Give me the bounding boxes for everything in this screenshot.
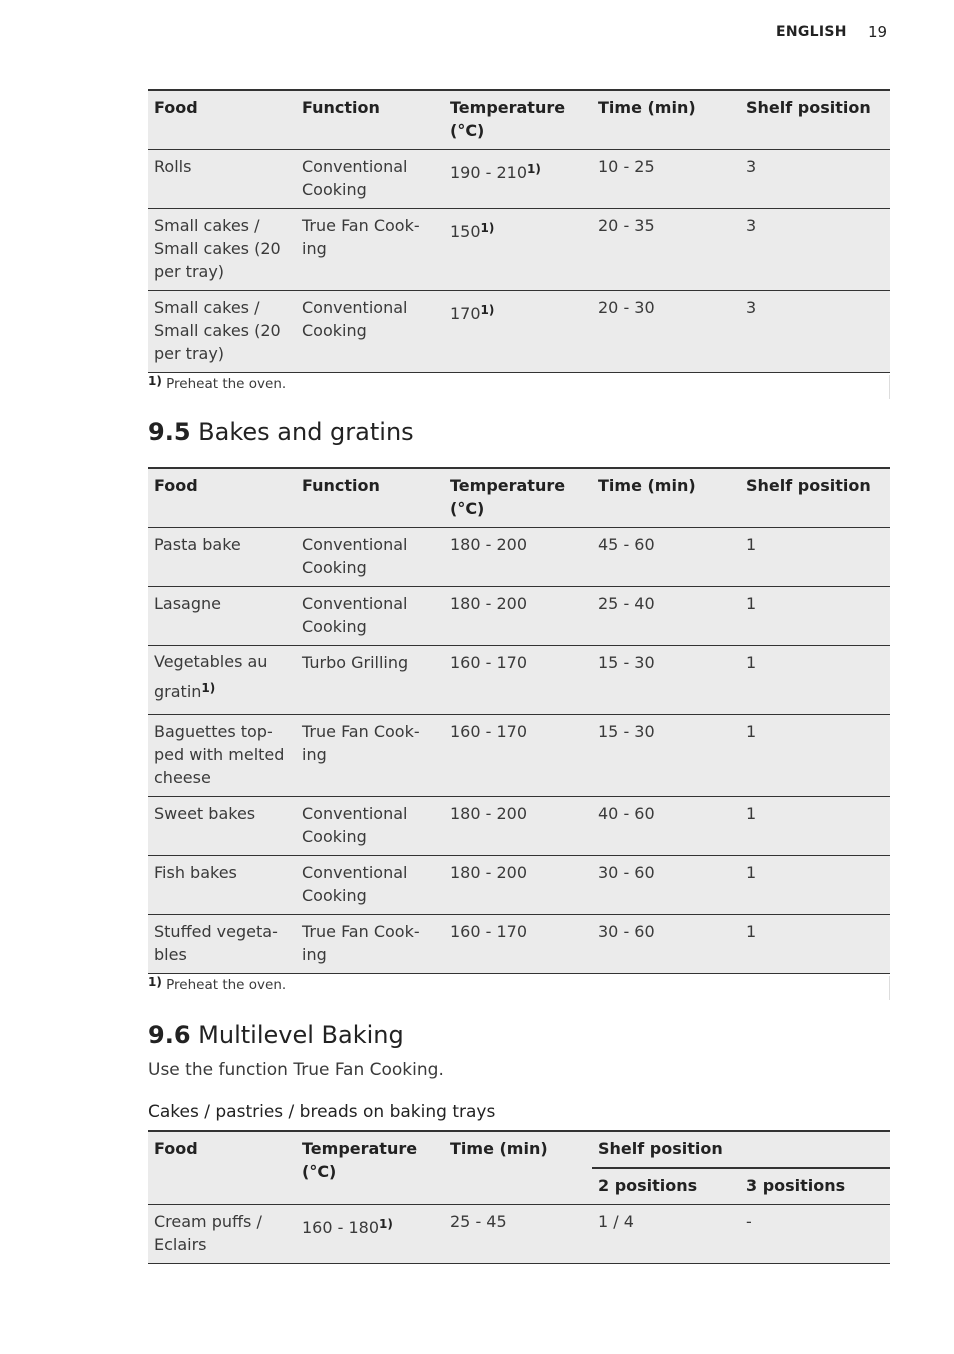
col-header-function: Function <box>296 90 444 150</box>
cell-temperature: 160 - 170 <box>444 915 592 974</box>
col-header-time: Time (min) <box>592 90 740 150</box>
footnote-ref: 1) <box>527 162 541 176</box>
footnote-mark: 1) <box>148 374 162 388</box>
cell-function: Conventional Cooking <box>296 291 444 373</box>
table-header-row <box>148 90 890 150</box>
cell-food: Baguettes top-ped with melted cheese <box>148 715 296 797</box>
table-subheading: Cakes / pastries / breads on baking trays <box>148 1102 496 1122</box>
cell-food: Small cakes / Small cakes (20 per tray) <box>148 209 296 291</box>
cell-time: 30 - 60 <box>592 915 740 974</box>
footnote-ref: 1) <box>379 1217 393 1231</box>
col-header-food: Food <box>148 468 296 528</box>
col-header-shelf: Shelf position <box>592 1131 890 1168</box>
section-intro: Use the function True Fan Cooking. <box>148 1060 444 1080</box>
cell-temperature: 180 - 200 <box>444 587 592 646</box>
cell-temperature: 160 - 170 <box>444 646 592 715</box>
col-header-time: Time (min) <box>444 1131 592 1205</box>
table-row <box>148 915 890 974</box>
cell-shelf: 1 <box>740 797 890 856</box>
footnote-ref: 1) <box>201 681 216 695</box>
cell-time: 25 - 40 <box>592 587 740 646</box>
cell-time: 20 - 35 <box>592 209 740 291</box>
cell-function: True Fan Cook-ing <box>296 915 444 974</box>
table-row <box>148 1205 890 1264</box>
col-header-time: Time (min) <box>592 468 740 528</box>
footnote-row <box>148 373 890 400</box>
table-row <box>148 528 890 587</box>
section-heading-multilevel <box>148 1021 404 1049</box>
col-header-temperature: Temperature (°C) <box>444 468 592 528</box>
cell-time: 40 - 60 <box>592 797 740 856</box>
cell-temperature: 180 - 200 <box>444 856 592 915</box>
cell-time: 20 - 30 <box>592 291 740 373</box>
food-value: Vegetables au gratin <box>154 652 268 701</box>
table-bakes-gratins <box>148 467 890 1000</box>
cell-function: Conventional Cooking <box>296 587 444 646</box>
col-header-shelf: Shelf position <box>740 90 890 150</box>
cell-3-positions: - <box>740 1205 890 1264</box>
cell-function: Turbo Grilling <box>296 646 444 715</box>
cell-time: 15 - 30 <box>592 715 740 797</box>
col-header-3-positions: 3 positions <box>740 1168 890 1205</box>
footnote <box>148 976 890 1000</box>
section-number: 9.5 <box>148 418 191 446</box>
footnote-text: Preheat the oven. <box>166 977 287 993</box>
table-row <box>148 150 890 209</box>
cell-function: Conventional Cooking <box>296 528 444 587</box>
table-header-row <box>148 468 890 528</box>
cell-food: Sweet bakes <box>148 797 296 856</box>
cell-time: 15 - 30 <box>592 646 740 715</box>
cell-shelf: 1 <box>740 715 890 797</box>
footnote-text: Preheat the oven. <box>166 376 287 392</box>
cell-food <box>148 646 296 715</box>
cell-temperature: 160 - 170 <box>444 715 592 797</box>
temp-value: 150 <box>450 222 481 241</box>
cell-time: 10 - 25 <box>592 150 740 209</box>
section-number: 9.6 <box>148 1021 191 1049</box>
cell-food: Cream puffs / Eclairs <box>148 1205 296 1264</box>
cell-food: Fish bakes <box>148 856 296 915</box>
table-header-row <box>148 1131 890 1168</box>
cell-food: Pasta bake <box>148 528 296 587</box>
table-row <box>148 209 890 291</box>
cell-function: True Fan Cook-ing <box>296 715 444 797</box>
cell-time: 45 - 60 <box>592 528 740 587</box>
cell-temperature: 180 - 200 <box>444 528 592 587</box>
footnote-row <box>148 974 890 1001</box>
table-row <box>148 715 890 797</box>
temp-value: 160 - 180 <box>302 1218 380 1237</box>
cell-2-positions: 1 / 4 <box>592 1205 740 1264</box>
cell-food: Small cakes / Small cakes (20 per tray) <box>148 291 296 373</box>
page-number: 19 <box>868 23 888 41</box>
section-title: Multilevel Baking <box>198 1021 404 1049</box>
table-row <box>148 646 890 715</box>
cell-time: 25 - 45 <box>444 1205 592 1264</box>
footnote-ref: 1) <box>480 221 495 235</box>
col-header-food: Food <box>148 90 296 150</box>
col-header-food: Food <box>148 1131 296 1205</box>
cell-shelf: 1 <box>740 528 890 587</box>
table-general-baking <box>148 89 890 399</box>
table-row <box>148 587 890 646</box>
language-label: ENGLISH <box>776 24 847 40</box>
cell-function: Conventional Cooking <box>296 150 444 209</box>
cell-temperature <box>444 150 592 209</box>
cell-temperature <box>296 1205 444 1264</box>
cell-function: Conventional Cooking <box>296 856 444 915</box>
cell-food: Rolls <box>148 150 296 209</box>
cell-shelf: 1 <box>740 587 890 646</box>
col-header-function: Function <box>296 468 444 528</box>
section-title: Bakes and gratins <box>198 418 414 446</box>
footnote <box>148 375 890 399</box>
col-header-temperature: Temperature (°C) <box>444 90 592 150</box>
cell-function: Conventional Cooking <box>296 797 444 856</box>
table-row <box>148 291 890 373</box>
cell-function: True Fan Cook-ing <box>296 209 444 291</box>
temp-value: 170 <box>450 304 481 323</box>
table-multilevel <box>148 1130 890 1264</box>
cell-shelf: 3 <box>740 150 890 209</box>
cell-shelf: 1 <box>740 856 890 915</box>
cell-time: 30 - 60 <box>592 856 740 915</box>
cell-shelf: 3 <box>740 291 890 373</box>
footnote-ref: 1) <box>480 303 495 317</box>
cell-shelf: 1 <box>740 915 890 974</box>
cell-shelf: 3 <box>740 209 890 291</box>
col-header-shelf: Shelf position <box>740 468 890 528</box>
cell-temperature <box>444 291 592 373</box>
temp-value: 190 - 210 <box>450 163 528 182</box>
cell-shelf: 1 <box>740 646 890 715</box>
footnote-mark: 1) <box>148 975 162 989</box>
cell-temperature <box>444 209 592 291</box>
table-row <box>148 856 890 915</box>
cell-temperature: 180 - 200 <box>444 797 592 856</box>
col-header-temperature: Temperature (°C) <box>296 1131 444 1205</box>
cell-food: Lasagne <box>148 587 296 646</box>
col-header-2-positions: 2 positions <box>592 1168 740 1205</box>
section-heading-bakes <box>148 418 414 446</box>
cell-food: Stuffed vegeta-bles <box>148 915 296 974</box>
table-row <box>148 797 890 856</box>
